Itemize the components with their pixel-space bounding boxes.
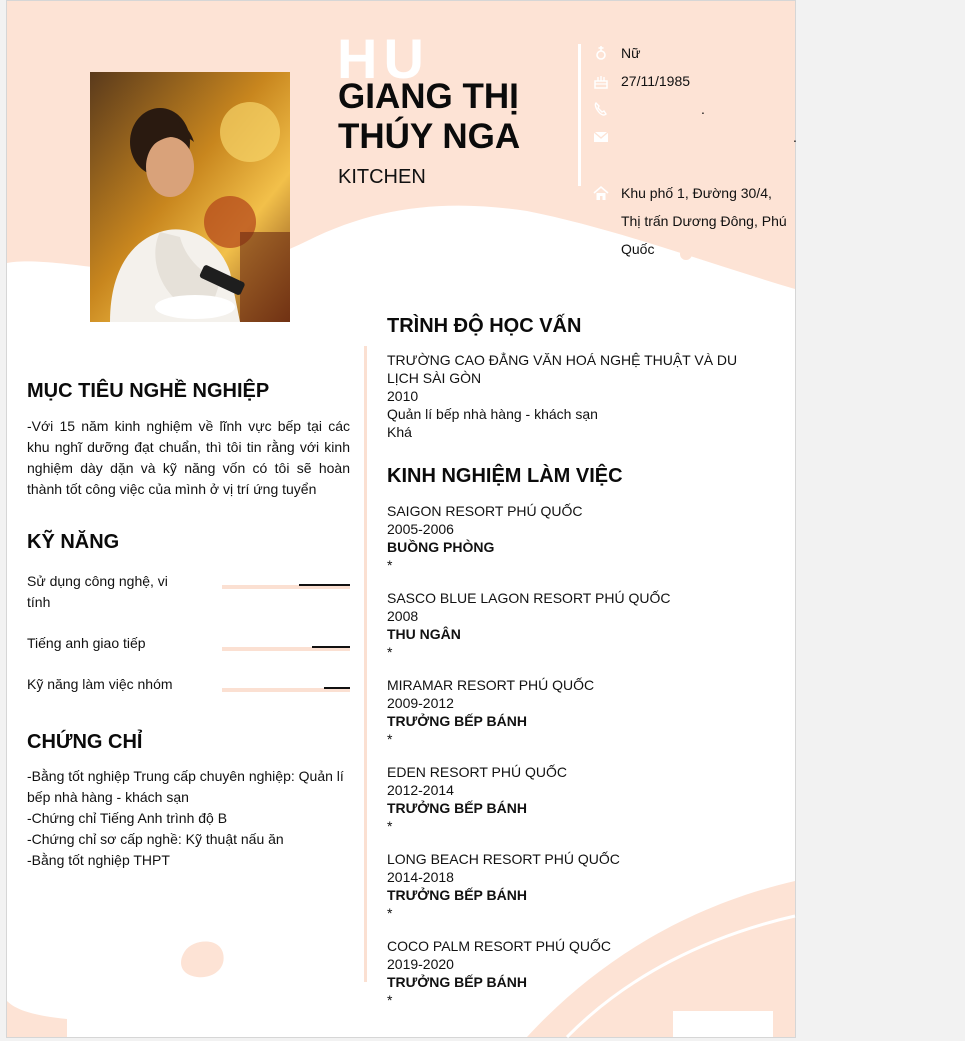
header-divider [578, 44, 581, 186]
experience-note: * [387, 731, 393, 747]
mail-icon [593, 129, 609, 145]
experience-note: * [387, 818, 393, 834]
job-title: KITCHEN [338, 166, 426, 188]
profile-photo [90, 72, 290, 322]
experience-position: TRƯỞNG BẾP BÁNH [387, 713, 527, 729]
experience-period: 2008 [387, 608, 419, 624]
certificate-item: -Chứng chỉ sơ cấp nghề: Kỹ thuật nấu ăn [27, 831, 284, 847]
experience-item [387, 502, 757, 574]
experience-period: 2009-2012 [387, 695, 454, 711]
experience-company: SASCO BLUE LAGON RESORT PHÚ QUỐC [387, 590, 671, 606]
experience-position: THU NGÂN [387, 626, 461, 642]
certificates-title: CHỨNG CHỈ [27, 731, 143, 753]
certificate-item: -Chứng chỉ Tiếng Anh trình độ B [27, 810, 228, 826]
skill-bar-english [222, 647, 350, 651]
experience-position: BUỒNG PHÒNG [387, 539, 495, 555]
education-entry [387, 351, 757, 441]
skill-label-english: Tiếng anh giao tiếp [27, 635, 146, 651]
experience-company: SAIGON RESORT PHÚ QUỐC [387, 503, 583, 519]
experience-item [387, 937, 757, 1009]
certificates-list [27, 766, 352, 871]
skill-bar-computer [222, 585, 350, 589]
home-icon [593, 185, 609, 201]
objective-title: MỤC TIÊU NGHỀ NGHIỆP [27, 380, 270, 402]
experience-item [387, 850, 757, 922]
skill-bar-remainder [299, 584, 350, 586]
certificate-item: -Bằng tốt nghiệp THPT [27, 852, 170, 868]
skills-title: KỸ NĂNG [27, 531, 120, 553]
phone-icon [593, 101, 609, 117]
education-grade: Khá [387, 424, 412, 440]
skill-bar-fill [222, 585, 299, 589]
cake-icon [593, 73, 609, 89]
skill-bar-fill [222, 647, 312, 651]
experience-position: TRƯỞNG BẾP BÁNH [387, 800, 527, 816]
experience-position: TRƯỞNG BẾP BÁNH [387, 974, 527, 990]
experience-position: TRƯỞNG BẾP BÁNH [387, 887, 527, 903]
experience-item [387, 676, 757, 748]
certificate-item: -Bằng tốt nghiệp Trung cấp chuyên nghiệp: Quản lí bếp nhà hàng - khách sạn [27, 768, 344, 805]
skill-bar-fill [222, 688, 324, 692]
experience-company: COCO PALM RESORT PHÚ QUỐC [387, 938, 612, 954]
column-divider [364, 346, 367, 982]
phone-text[interactable]: . [701, 101, 705, 117]
birthday-text: 27/11/1985 [621, 73, 691, 89]
experience-company: EDEN RESORT PHÚ QUỐC [387, 764, 567, 780]
experience-note: * [387, 992, 393, 1008]
experience-note: * [387, 557, 393, 573]
skill-bar-remainder [324, 687, 350, 689]
skill-label-teamwork: Kỹ năng làm việc nhóm [27, 676, 173, 692]
experience-note: * [387, 905, 393, 921]
resume-page [6, 0, 796, 1038]
decorative-letters: HU [337, 27, 430, 90]
experience-period: 2012-2014 [387, 782, 454, 798]
experience-note: * [387, 644, 393, 660]
experience-period: 2005-2006 [387, 521, 454, 537]
footer-corner [7, 1001, 67, 1037]
experience-item [387, 763, 757, 835]
objective-text: -Với 15 năm kinh nghiệm về lĩnh vực bếp tại các khu nghĩ dưỡng đạt chuẩn, thì tôi tin rằng với kinh nghiệm dày dặn và kỹ năng vốn có tôi sẽ hoàn thành tốt công việc của mình ở vị trí ứng tuyển [27, 418, 350, 497]
experience-period: 2019-2020 [387, 956, 454, 972]
skill-bar-remainder [312, 646, 350, 648]
gender-text: Nữ [621, 45, 641, 61]
candidate-name: GIANG THỊ THÚY NGA [338, 77, 521, 156]
experience-period: 2014-2018 [387, 869, 454, 885]
experience-company: LONG BEACH RESORT PHÚ QUỐC [387, 851, 620, 867]
education-title: TRÌNH ĐỘ HỌC VẤN [387, 315, 582, 337]
experience-title: KINH NGHIỆM LÀM VIỆC [387, 465, 623, 487]
education-school: TRƯỜNG CAO ĐẲNG VĂN HOÁ NGHỆ THUẬT VÀ DU LỊCH SÀI GÒN [387, 352, 738, 386]
footer-white-block [673, 1011, 773, 1037]
experience-company: MIRAMAR RESORT PHÚ QUỐC [387, 677, 595, 693]
experience-item [387, 589, 757, 661]
address-text: Khu phố 1, Đường 30/4, Thị trấn Dương Đông, Phú Quốc [621, 185, 787, 257]
education-year: 2010 [387, 388, 419, 404]
education-major: Quản lí bếp nhà hàng - khách sạn [387, 406, 598, 422]
email-text[interactable]: . [793, 129, 797, 145]
skill-bar-teamwork [222, 688, 350, 692]
decor-blob [181, 942, 224, 978]
skill-label-computer: Sử dụng công nghệ, vi tính [27, 573, 168, 610]
gender-icon [593, 45, 609, 61]
